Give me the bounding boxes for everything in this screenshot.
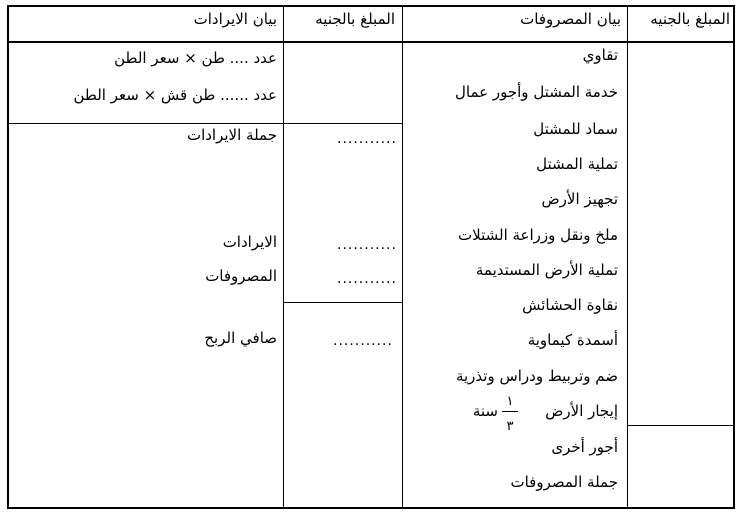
revenue-section-divider — [7, 123, 402, 124]
revenues-amount: ........... — [337, 237, 397, 253]
fraction-denominator: ٣ — [506, 419, 514, 434]
column-divider — [402, 5, 403, 509]
expense-item: تجهيز الأرض — [541, 190, 618, 208]
total-revenues-amount: ........... — [337, 131, 397, 147]
fraction-numerator: ١ — [506, 394, 514, 409]
expense-item: خدمة المشتل وأجور عمال — [455, 83, 618, 101]
column-divider — [627, 5, 628, 509]
expenses-label: المصروفات — [205, 267, 277, 285]
column-divider — [283, 5, 284, 509]
land-rent-label: إيجار الأرض — [545, 402, 618, 420]
expenses-amount: ........... — [337, 271, 397, 287]
land-rent-unit: سنة — [472, 402, 498, 420]
fraction-bar — [502, 411, 518, 412]
expense-item: ملخ ونقل وزراعة الشتلات — [458, 226, 618, 244]
expense-item: ضم وتربيط ودراس وتذرية — [455, 367, 618, 385]
statement-table — [7, 5, 735, 509]
total-revenues-label: جملة الايرادات — [186, 126, 277, 144]
header-amount-mid: المبلغ بالجنيه — [315, 10, 395, 28]
revenue-line-grain: عدد .... طن × سعر الطن — [114, 49, 277, 67]
expense-item: تملية المشتل — [536, 155, 618, 173]
expense-item: سماد للمشتل — [533, 120, 618, 138]
revenues-label: الايرادات — [222, 233, 277, 251]
total-expenses-label: جملة المصروفات — [510, 473, 618, 491]
revenue-line-straw: عدد ...... طن قش × سعر الطن — [73, 86, 277, 104]
amount-section-divider — [283, 302, 402, 303]
expense-item: تقاوي — [582, 46, 618, 64]
net-profit-label: صافي الربح — [204, 329, 277, 347]
amount-section-divider — [627, 425, 735, 426]
header-revenues-statement: بيان الايرادات — [193, 10, 277, 28]
header-expenses-statement: بيان المصروفات — [520, 10, 621, 28]
expense-item: أسمدة كيماوية — [527, 331, 618, 349]
expense-item: نقاوة الحشائش — [522, 296, 618, 314]
header-separator — [7, 41, 735, 43]
other-wages: أجور أخرى — [551, 438, 618, 456]
net-profit-amount: ........... — [333, 333, 393, 349]
header-amount-right: المبلغ بالجنيه — [650, 10, 730, 28]
expense-item: تملية الأرض المستديمة — [475, 261, 618, 279]
